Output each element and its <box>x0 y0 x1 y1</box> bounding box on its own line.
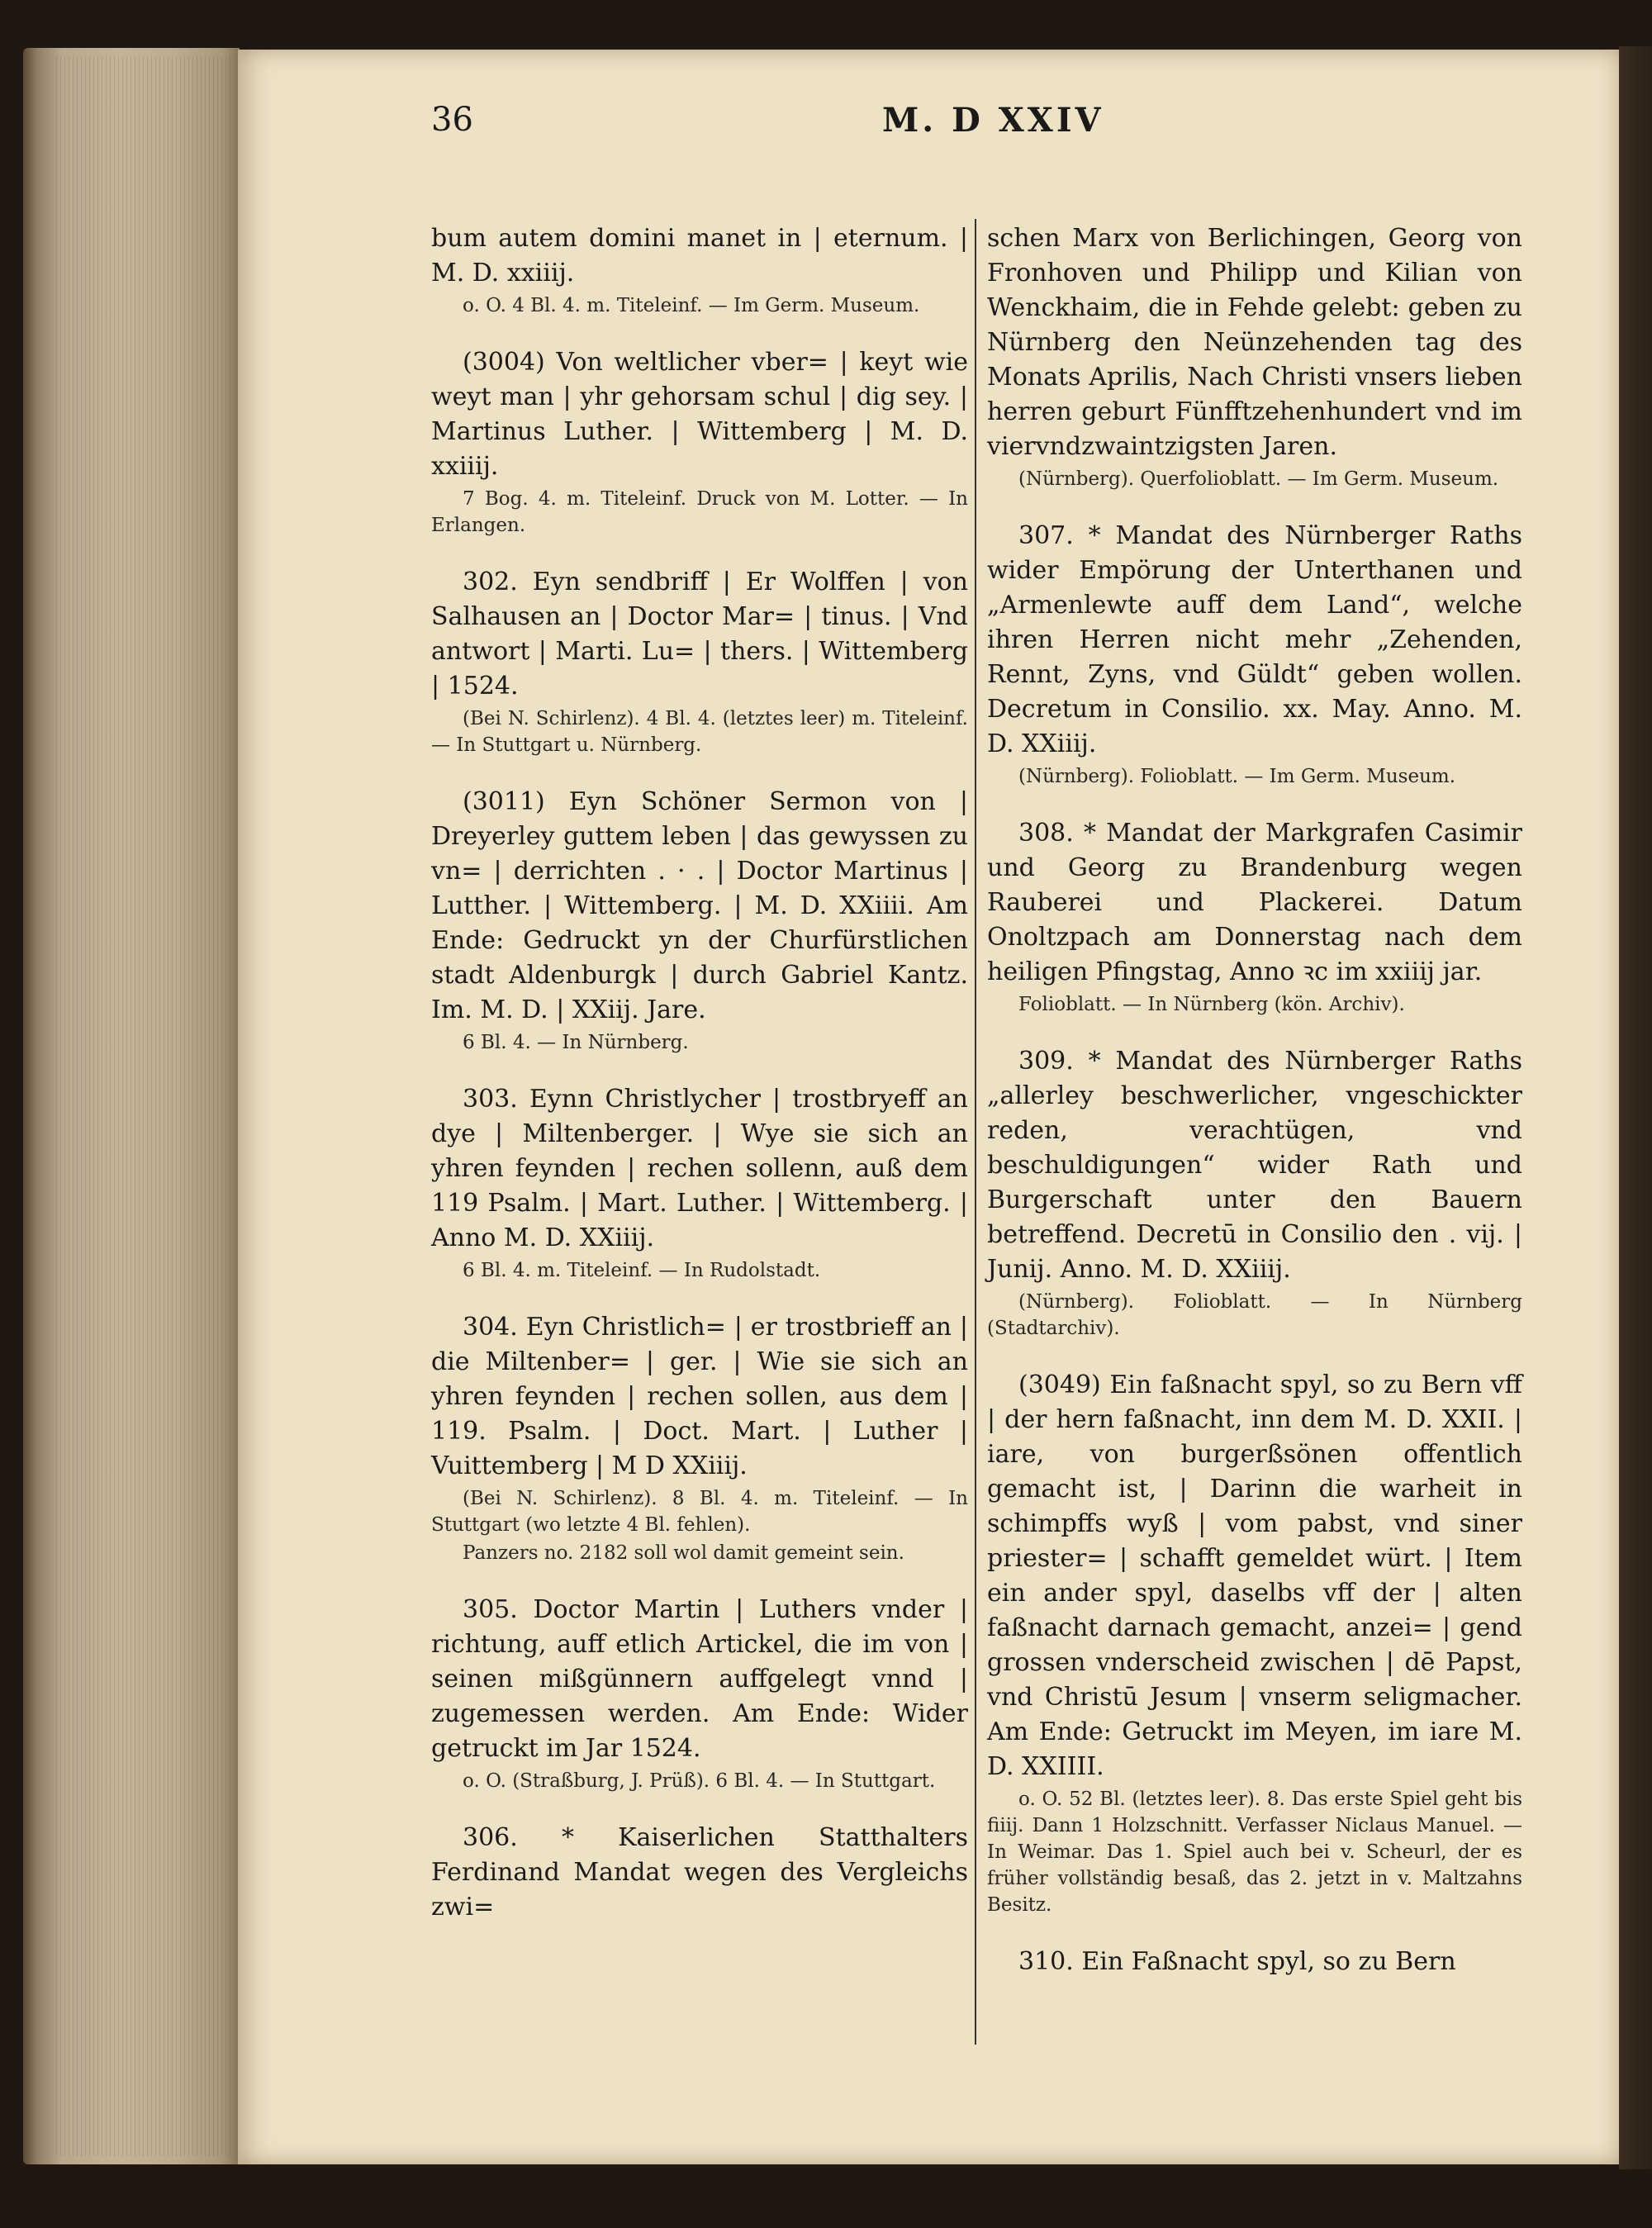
entry-note: 6 Bl. 4. — In Nürnberg. <box>463 1032 689 1053</box>
catalog-entry <box>431 785 968 1056</box>
catalog-entry <box>987 519 1522 790</box>
entry-text: 303. Eynn Christlycher | trostbryeff an dye | Miltenberger. | Wye sie sich an yhren feynden | rechen sollenn, auß dem 119 Psalm. | Mart. Luther. | Wittemberg. | Anno M. D. XXiiij. <box>431 1085 968 1252</box>
entry-text: schen Marx von Berlichingen, Georg von Fronhoven und Philipp und Kilian von Wenckhaim, die in Fehde gelebt: geben zu Nürnberg den Neünzehenden tag des Monats Aprilis, Nach Christi vnsers lieben herren geburt Fünfftzehenhundert vnd im viervndzwaintzigsten Jaren. <box>987 224 1522 461</box>
entry-text: 302. Eyn sendbriff | Er Wolffen | von Salhausen an | Doctor Mar= | tinus. | Vnd antwort | Marti. Lu= | thers. | Wittemberg | 1524. <box>431 568 968 701</box>
entry-note: (Nürnberg). Querfolioblatt. — Im Germ. Museum. <box>1018 468 1499 490</box>
entry-text: 309. * Mandat des Nürnberger Raths „allerley beschwerlicher, vngeschickter reden, verachtügen, vnd beschuldigungen“ wider Rath und Burgerschaft unter den Bauern betreffend. Decretū in Consilio den . vij. | Junij. Anno. M. D. XXiiij. <box>987 1047 1522 1284</box>
catalog-entry <box>987 816 1522 1018</box>
catalog-entry <box>987 1368 1522 1918</box>
entry-note: o. O. 52 Bl. (letztes leer). 8. Das erste Spiel geht bis fiiij. Dann 1 Holzschnitt. Verfasser Niclaus Manuel. — In Weimar. Das 1. Spiel auch bei v. Scheurl, der es früher vollständig besaß, das 2. jetzt in v. Maltzahns Besitz. <box>987 1789 1522 1916</box>
entry-note: 7 Bog. 4. m. Titeleinf. Druck von M. Lotter. — In Erlangen. <box>431 488 968 536</box>
entry-note: (Nürnberg). Folioblatt. — Im Germ. Museum. <box>1018 766 1456 787</box>
catalog-entry <box>431 1593 968 1794</box>
entry-note: (Bei N. Schirlenz). 8 Bl. 4. m. Titeleinf. — In Stuttgart (wo letzte 4 Bl. fehlen). <box>431 1488 968 1536</box>
entry-text: (3011) Eyn Schöner Sermon von | Dreyerley guttem leben | das gewyssen zu vn= | derrichten . · . | Doctor Martinus | Lutther. | Wittemberg. | M. D. XXiiii. Am Ende: Gedruckt yn der Churfürstlichen stadt Aldenburgk | durch Gabriel Kantz. Im. M. D. | XXiij. Jare. <box>431 787 968 1024</box>
entry-note: Panzers no. 2182 soll wol damit gemeint sein. <box>463 1542 904 1564</box>
entry-note: o. O. 4 Bl. 4. m. Titeleinf. — Im Germ. Museum. <box>463 295 920 316</box>
column-divider <box>975 219 976 2045</box>
entry-text: (3049) Ein faßnacht spyl, so zu Bern vff | der hern faßnacht, inn dem M. D. XXII. | iare, von burgerßsönen offentlich gemacht ist, | Darinn die warheit in schimpffs wyß | vom pabst, vnd siner priester= | schafft gemeldet würt. | Item ein ander spyl, daselbs vff der | alten faßnacht darnach gemacht, anzei= | gend grossen vnderscheid zwischen | dē Papst, vnd Christū Jesum | vnserm seligmacher. Am Ende: Getruckt im Meyen, im iare M. D. XXIIII. <box>987 1371 1522 1781</box>
page-number: 36 <box>431 101 473 139</box>
entry-note: o. O. (Straßburg, J. Prüß). 6 Bl. 4. — In Stuttgart. <box>463 1770 936 1792</box>
catalog-entry <box>987 1945 1522 1979</box>
right-column <box>987 221 1522 2006</box>
catalog-entry <box>431 1082 968 1284</box>
entry-text: bum autem domini manet in | eternum. | M. D. xxiiij. <box>431 224 968 287</box>
catalog-entry <box>431 1821 968 1925</box>
book-page-edges <box>23 48 240 2164</box>
catalog-entry <box>431 1310 968 1566</box>
entry-text: 304. Eyn Christlich= | er trostbrieff an | die Miltenber= | ger. | Wie sie sich an yhren feynden | rechen sollen, aus dem | 119. Psalm. | Doct. Mart. | Luther | Vuittemberg | M D XXiiij. <box>431 1313 968 1480</box>
catalog-entry <box>431 345 968 539</box>
entry-text: 307. * Mandat des Nürnberger Raths wider Empörung der Unterthanen und „Armenlewte auff dem Land“, welche ihren Herren nicht mehr „Zehenden, Rennt, Zyns, vnd Güldt“ geben wollen. Decretum in Consilio. xx. May. Anno. M. D. XXiiij. <box>987 521 1522 758</box>
entry-note: (Nürnberg). Folioblatt. — In Nürnberg (Stadtarchiv). <box>987 1291 1522 1339</box>
entry-note: Folioblatt. — In Nürnberg (kön. Archiv). <box>1018 994 1405 1015</box>
book-binding-shadow <box>1619 46 1652 2169</box>
catalog-entry <box>431 221 968 319</box>
entry-text: 305. Doctor Martin | Luthers vnder | richtung, auff etlich Artickel, die im von | seinen mißgünnern auffgelegt vnnd | zugemessen werden. Am Ende: Wider getruckt im Jar 1524. <box>431 1595 968 1763</box>
left-column <box>431 221 968 1951</box>
entry-note: (Bei N. Schirlenz). 4 Bl. 4. (letztes leer) m. Titeleinf. — In Stuttgart u. Nürnberg. <box>431 708 968 756</box>
catalog-entry <box>987 221 1522 492</box>
entry-text: 306. * Kaiserlichen Statthalters Ferdinand Mandat wegen des Vergleichs zwi= <box>431 1823 968 1922</box>
entry-text: 308. * Mandat der Markgrafen Casimir und Georg zu Brandenburg wegen Rauberei und Plackerei. Datum Onoltzpach am Donnerstag nach dem heiligen Pfingstag, Anno ꝛc im xxiiij jar. <box>987 819 1522 986</box>
entry-text: 310. Ein Faßnacht spyl, so zu Bern <box>1018 1947 1456 1976</box>
page-running-title: M. D XXIV <box>882 101 1104 140</box>
catalog-entry <box>987 1044 1522 1342</box>
page-header <box>0 101 1652 167</box>
catalog-entry <box>431 565 968 758</box>
entry-text: (3004) Von weltlicher vber= | keyt wie weyt man | yhr gehorsam schul | dig sey. | Martinus Luther. | Wittemberg | M. D. xxiiij. <box>431 348 968 481</box>
entry-note: 6 Bl. 4. m. Titeleinf. — In Rudolstadt. <box>463 1260 821 1281</box>
